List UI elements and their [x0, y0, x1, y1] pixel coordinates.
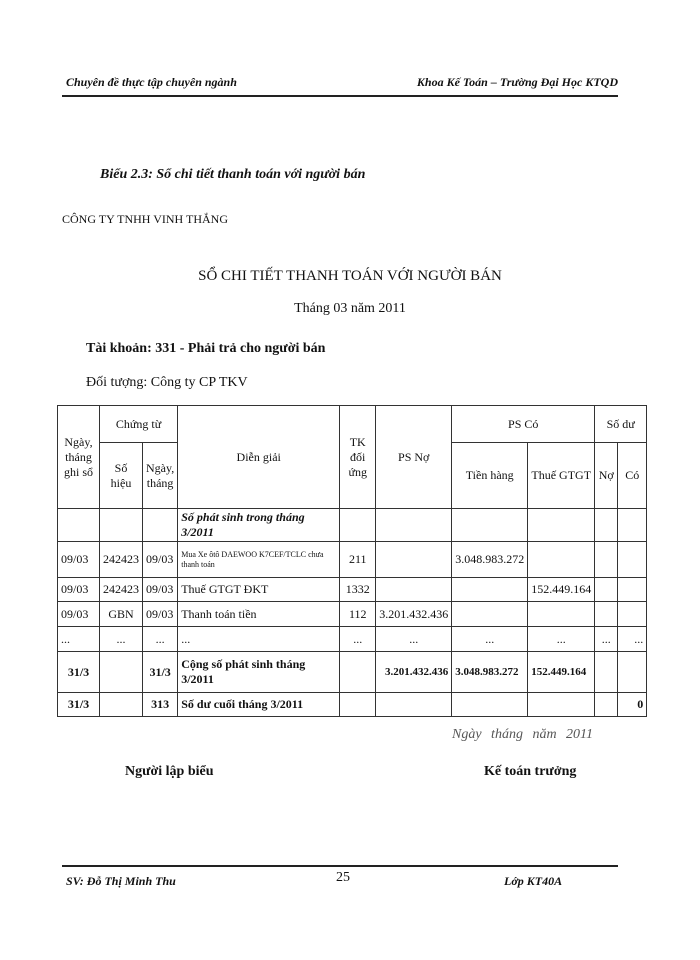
cell-description: Mua Xe ôtô DAEWOO K7CEF/TCLC chưa thanh toán [178, 542, 340, 578]
cell-bal-no: ... [595, 627, 618, 652]
cell-goods: ... [452, 627, 528, 652]
total-description: Cộng số phát sinh tháng 3/2011 [178, 652, 340, 693]
signature-date: Ngày tháng năm 2011 [452, 727, 594, 742]
cell-bal-no [595, 542, 618, 578]
table-row [58, 578, 647, 602]
cell-vat: 152.449.164 [528, 578, 595, 602]
header-rule [62, 95, 618, 97]
total-vat: 152.449.164 [528, 652, 595, 693]
ledger-period: Tháng 03 năm 2011 [294, 301, 406, 316]
signature-preparer: Người lập biểu [125, 764, 214, 779]
cell-voucher-no: GBN [100, 602, 143, 627]
cell-ps-no: 3.201.432.436 [376, 602, 452, 627]
cell-bal-co: ... [618, 627, 647, 652]
cell-ps-no [376, 578, 452, 602]
header-ps-co: PS Có [452, 406, 595, 443]
ledger-title: SỔ CHI TIẾT THANH TOÁN VỚI NGƯỜI BÁN [198, 268, 502, 284]
signature-accountant: Kế toán trưởng [484, 764, 577, 779]
object-line: Đối tượng: Công ty CP TKV [86, 375, 248, 390]
cell-goods [452, 602, 528, 627]
cell-voucher-no: 242423 [100, 542, 143, 578]
cell-account: 1332 [340, 578, 376, 602]
header-balance: Số dư [595, 406, 647, 443]
footer-right: Lớp KT40A [504, 874, 563, 888]
cell-vat: ... [528, 627, 595, 652]
total-voucher-date: 31/3 [143, 652, 178, 693]
cell-description: ... [178, 627, 340, 652]
cell-date: 09/03 [58, 542, 100, 578]
company-name: CÔNG TY TNHH VINH THẮNG [62, 212, 229, 226]
cell-bal-co [618, 578, 647, 602]
header-contra-account: TK đối ứng [340, 406, 376, 509]
cell-ps-no [376, 542, 452, 578]
cell-voucher-date: ... [143, 627, 178, 652]
section-row [58, 509, 647, 542]
header-voucher-no: Số hiệu [100, 443, 143, 509]
header-right: Khoa Kế Toán – Trường Đại Học KTQD [416, 75, 618, 89]
cell-goods: 3.048.983.272 [452, 542, 528, 578]
total-row [58, 652, 647, 693]
footer-left: SV: Đỗ Thị Minh Thu [66, 874, 176, 888]
header-voucher-date: Ngày, tháng [143, 443, 178, 509]
header-ps-co-vat: Thuế GTGT [528, 443, 595, 509]
cell-bal-co [618, 542, 647, 578]
closing-balance-co: 0 [618, 693, 647, 717]
cell-date: 09/03 [58, 602, 100, 627]
footer-rule [62, 865, 618, 867]
cell-vat [528, 542, 595, 578]
cell-ps-no: ... [376, 627, 452, 652]
header-voucher: Chứng từ [100, 406, 178, 443]
cell-voucher-date: 09/03 [143, 602, 178, 627]
cell-voucher-no: ... [100, 627, 143, 652]
cell-bal-no [595, 602, 618, 627]
cell-description: Thuế GTGT ĐKT [178, 578, 340, 602]
closing-description: Số dư cuối tháng 3/2011 [178, 693, 340, 717]
ledger-table [57, 405, 647, 717]
total-ps-no: 3.201.432.436 [376, 652, 452, 693]
cell-account: 112 [340, 602, 376, 627]
cell-voucher-no: 242423 [100, 578, 143, 602]
header-balance-co: Có [618, 443, 647, 509]
cell-description: Thanh toán tiền [178, 602, 340, 627]
table-row [58, 542, 647, 578]
header-balance-no: Nợ [595, 443, 618, 509]
header-left: Chuyên đề thực tập chuyên ngành [66, 75, 237, 89]
cell-bal-co [618, 602, 647, 627]
closing-row [58, 693, 647, 717]
closing-voucher-date: 313 [143, 693, 178, 717]
total-goods: 3.048.983.272 [452, 652, 528, 693]
cell-bal-no [595, 578, 618, 602]
table-row [58, 602, 647, 627]
table-row [58, 627, 647, 652]
header-date: Ngày, tháng ghi sổ [58, 406, 100, 509]
cell-voucher-date: 09/03 [143, 542, 178, 578]
bieu-title: Biểu 2.3: Sổ chi tiết thanh toán với người bán [100, 167, 366, 182]
header-description: Diễn giải [178, 406, 340, 509]
cell-vat [528, 602, 595, 627]
cell-voucher-date: 09/03 [143, 578, 178, 602]
page-number: 25 [336, 870, 350, 885]
header-ps-no: PS Nợ [376, 406, 452, 509]
section-label: Số phát sinh trong tháng 3/2011 [178, 509, 340, 542]
cell-account: 211 [340, 542, 376, 578]
total-date: 31/3 [58, 652, 100, 693]
closing-date: 31/3 [58, 693, 100, 717]
cell-account: ... [340, 627, 376, 652]
cell-goods [452, 578, 528, 602]
header-ps-co-goods: Tiền hàng [452, 443, 528, 509]
account-line: Tài khoản: 331 - Phải trả cho người bán [86, 341, 326, 356]
cell-date: 09/03 [58, 578, 100, 602]
table-header-row-1 [58, 406, 647, 443]
cell-date: ... [58, 627, 100, 652]
